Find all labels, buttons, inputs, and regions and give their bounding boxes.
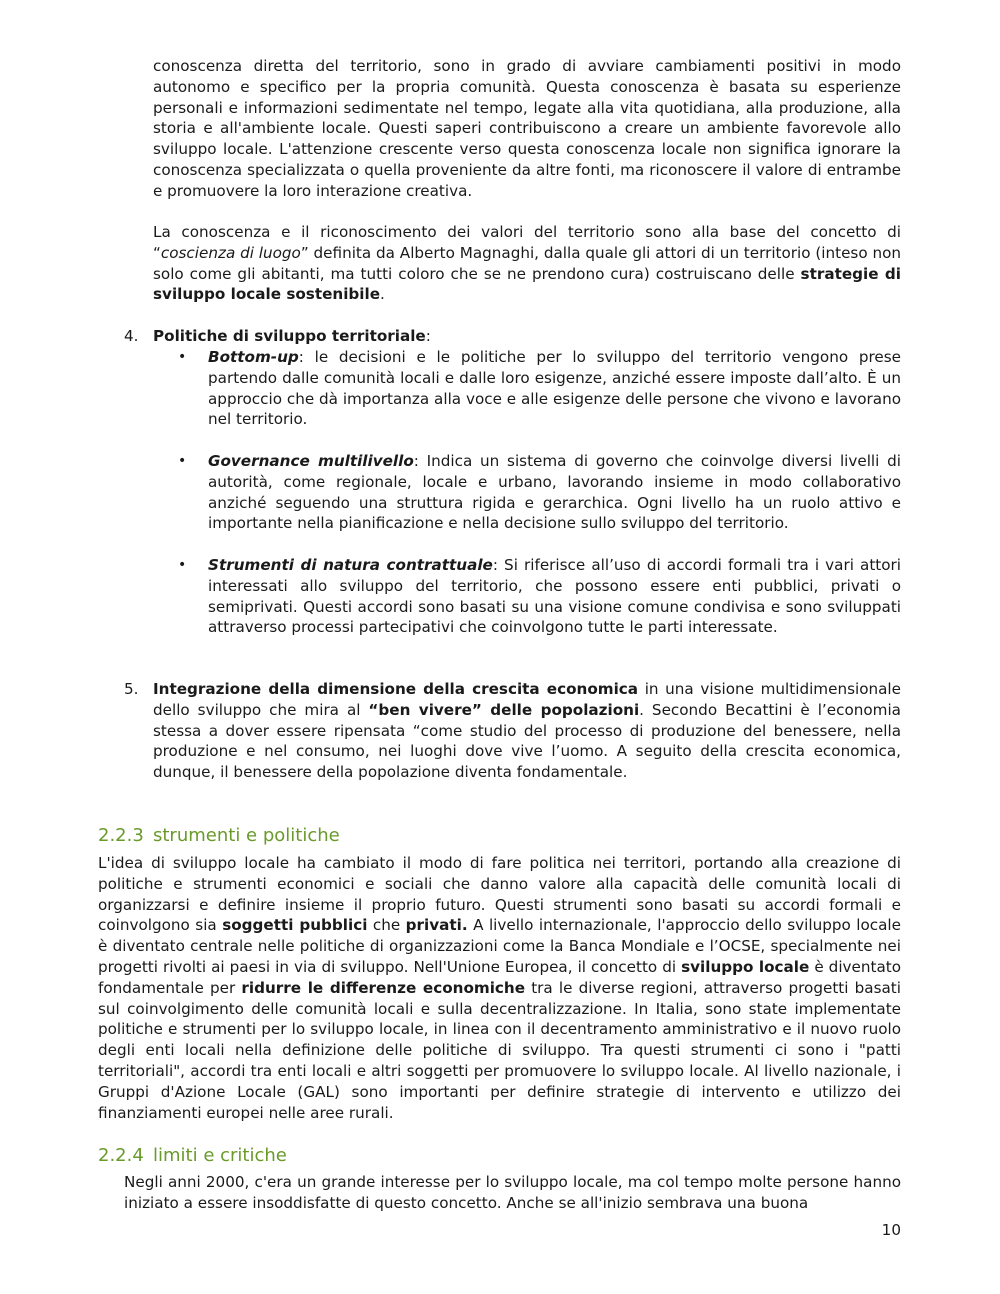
bullet-marker: •	[178, 349, 187, 365]
bold-term: strategie di sviluppo locale sostenibile	[153, 264, 902, 304]
italic-term: coscienza di luogo	[160, 243, 301, 262]
list-item-4-title	[153, 326, 901, 347]
section-title: strumenti e politiche	[153, 825, 340, 846]
bullet-item-governance-multilivello	[208, 451, 901, 534]
bold-term: Politiche di sviluppo territoriale	[153, 327, 426, 345]
bold-term: ridurre le differenze economiche	[241, 978, 526, 997]
section-heading-2-2-4	[98, 1145, 287, 1167]
bold-term: sviluppo locale	[681, 957, 810, 976]
text-run: La conoscenza e il riconoscimento dei valori del territorio sono alla base del concetto di “	[153, 223, 901, 262]
bullet-marker: •	[178, 453, 187, 469]
text-run: è diventato fondamentale per	[98, 957, 902, 997]
bold-term: Integrazione della dimensione della crescita economica	[153, 680, 639, 698]
text-run: : Indica un sistema di governo che coinvolge diversi livelli di autorità, come regionale, locale e urbano, lavorando insieme in modo collaborativo anziché seguendo una struttura rigida e gerarchica. Ogni livello ha un ruolo attivo e importante nella pianificazione e nella decisione sullo sviluppo del territorio.	[208, 452, 901, 533]
text-run: che	[367, 916, 406, 935]
text-run: A livello internazionale, l'approccio dello sviluppo locale è diventato centrale nelle politiche di organizzazioni come la Banca Mondiale e l’OCSE, specialmente nei progetti rivolti ai paesi in via di sviluppo. Nell'Unione Europea, il concetto di	[98, 916, 901, 976]
page-number: 10	[881, 1221, 901, 1239]
text-run: :	[425, 327, 431, 345]
bold-term: “ben vivere” delle popolazioni	[368, 700, 640, 719]
bold-italic-term: Governance multilivello	[208, 452, 414, 470]
list-item-5	[153, 679, 901, 783]
text-run: .	[380, 285, 385, 304]
text-run: in una visione multidimensionale dello sviluppo che mira al	[153, 680, 901, 719]
section-number: 2.2.3	[98, 825, 144, 846]
section-title: limiti e critiche	[153, 1145, 287, 1166]
text-run: : Si riferisce all’uso di accordi formali tra i vari attori interessati allo sviluppo del territorio, che possono essere enti pubblici, privati o semiprivati. Questi accordi sono basati su una visione comune condivisa e sono sviluppati attraverso processi partecipativi che coinvolgono tutte le parti interessate.	[208, 556, 901, 637]
bold-italic-term: Bottom-up	[208, 348, 299, 366]
list-number-4: 4.	[124, 327, 139, 345]
text-run: . Secondo Becattini è l’economia stessa a dover essere ripensata “come studio del processo di produzione del benessere, nella produzione e nel consumo, nei luoghi dove vive l’uomo. A seguito della crescita economica, dunque, il benessere della popolazione diventa fondamentale.	[153, 700, 901, 782]
paragraph-limiti-critiche: Negli anni 2000, c'era un grande interesse per lo sviluppo locale, ma col tempo molte persone hanno iniziato a essere insoddisfatte di questo concetto. Anche se all'inizio sembrava una buona	[124, 1173, 901, 1212]
paragraph-strumenti-politiche	[98, 853, 901, 1123]
bold-term: soggetti pubblici	[222, 916, 368, 935]
bold-italic-term: Strumenti di natura contrattuale	[208, 556, 493, 574]
section-heading-2-2-3	[98, 825, 340, 847]
list-number-5: 5.	[124, 680, 139, 698]
section-number: 2.2.4	[98, 1145, 144, 1166]
bullet-marker: •	[178, 557, 187, 573]
text-run: L'idea di sviluppo locale ha cambiato il modo di fare politica nei territori, portando alla creazione di politiche e strumenti economici e sociali che danno valore alla capacità delle comunità locali di organizzarsi e definire insieme il proprio futuro. Questi strumenti sono basati su accordi formali e coinvolgono sia	[98, 854, 901, 935]
bullet-item-bottom-up	[208, 347, 901, 430]
paragraph-coscienza-di-luogo	[153, 222, 901, 305]
text-run: : le decisioni e le politiche per lo sviluppo del territorio vengono prese partendo dalle comunità locali e dalle loro esigenze, anziché essere imposte dall’alto. È un approccio che dà importanza alla voce e alle esigenze delle persone che vivono e lavorano nel territorio.	[208, 348, 901, 429]
paragraph-intro: conoscenza diretta del territorio, sono in grado di avviare cambiamenti positivi in modo autonomo e specifico per la propria comunità. Questa conoscenza è basata su esperienze personali e informazioni sedimentate nel tempo, legate alla vita quotidiana, alla produzione, alla storia e all'ambiente locale. Questi saperi contribuiscono a creare un ambiente favorevole allo sviluppo locale. L'attenzione crescente verso questa conoscenza locale non significa ignorare la conoscenza specializzata o quella proveniente da altre fonti, ma riconoscere il valore di entrambe e promuovere la loro interazione creativa.	[153, 57, 901, 200]
text-run: tra le diverse regioni, attraverso progetti basati sul coinvolgimento delle comunità locali e sulla decentralizzazione. In Italia, sono state implementate politiche e strumenti per lo sviluppo locale, in linea con il decentramento amministrativo e il nuovo ruolo degli enti locali nella definizione delle politiche di sviluppo. Tra questi strumenti ci sono i "patti territoriali", accordi tra enti locali e altri soggetti per promuovere lo sviluppo locale. Al livello nazionale, i Gruppi d'Azione Locale (GAL) sono importanti per definire strategie di intervento e utilizzo dei finanziamenti europei nelle aree rurali.	[98, 978, 901, 1122]
bullet-item-strumenti-contrattuali	[208, 555, 901, 638]
bold-term: privati.	[405, 916, 468, 935]
text-run: ” definita da Alberto Magnaghi, dalla quale gli attori di un territorio (inteso non solo come gli abitanti, ma tutti coloro che se ne prendono cura) costruiscano delle	[153, 243, 902, 283]
